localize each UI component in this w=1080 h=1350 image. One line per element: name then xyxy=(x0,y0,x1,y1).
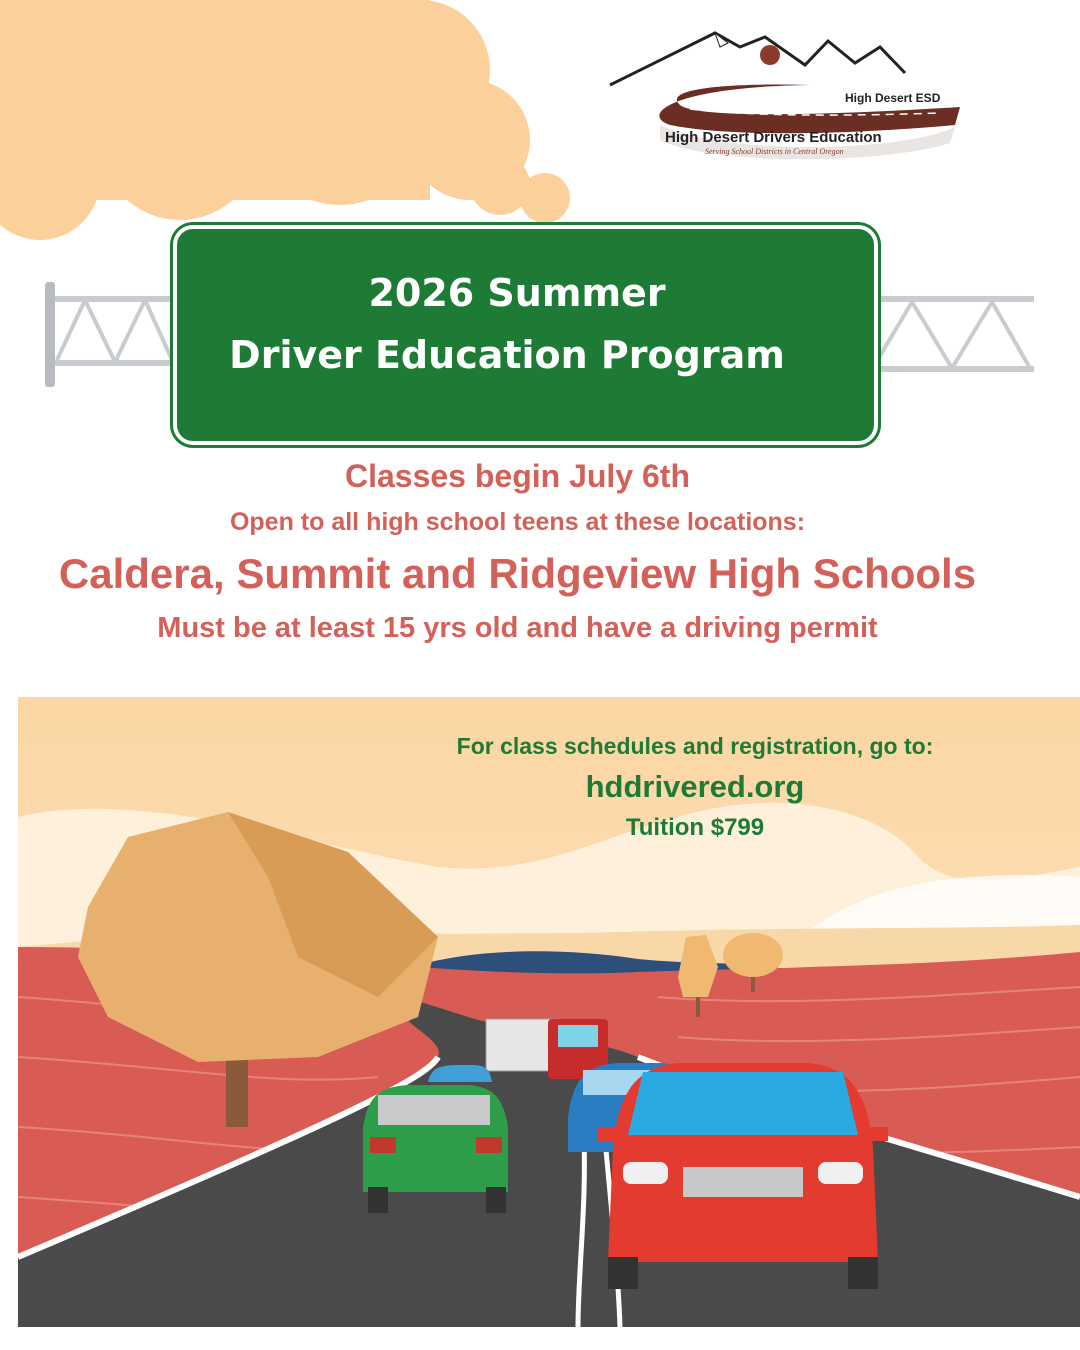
sign-title-line2: Driver Education Program xyxy=(229,333,785,377)
sign-title-line1: 2026 Summer xyxy=(368,271,666,315)
registration-url-link[interactable]: hddrivered.org xyxy=(585,769,805,804)
eligibility-text: Open to all high school teens at these locations: xyxy=(229,508,806,536)
logo-name: High Desert Drivers Education xyxy=(665,129,882,146)
logo-org: High Desert ESD xyxy=(845,91,941,105)
age-requirement: Must be at least 15 yrs old and have a driving permit xyxy=(157,612,878,644)
sign-gantry-left xyxy=(45,282,175,387)
registration-prompt: For class schedules and registration, go to: xyxy=(456,733,934,759)
cloud-illustration xyxy=(0,0,600,250)
drivers-ed-logo xyxy=(600,25,970,170)
logo-tagline: Serving School Districts in Central Oregon xyxy=(705,147,844,156)
sign-gantry-right xyxy=(872,292,1034,377)
school-locations: Caldera, Summit and Ridgeview High Schools xyxy=(58,550,977,597)
class-start-date: Classes begin July 6th xyxy=(344,458,690,494)
tuition-price: Tuition $799 xyxy=(625,814,765,841)
highway-sign xyxy=(173,225,878,445)
